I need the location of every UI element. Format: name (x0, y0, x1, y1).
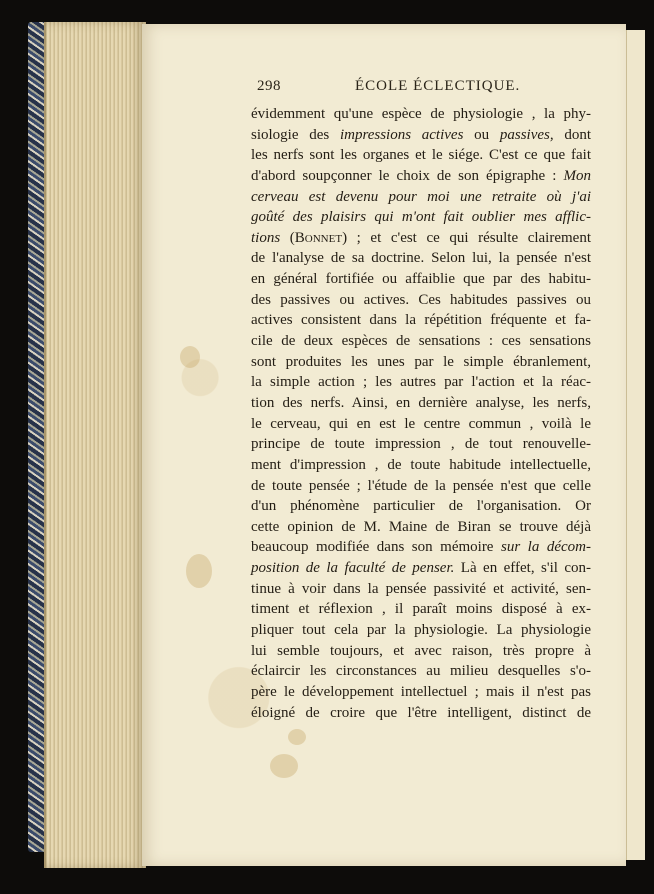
text-segment: d'un phénomène particulier de l'organisation. Or (251, 498, 591, 515)
text-line (251, 558, 591, 579)
text-line (251, 372, 591, 393)
text-segment: lui semble toujours, et avec raison, très propre à (251, 642, 591, 659)
text-segment: père le développement intellectuel ; mais il n'est pas (251, 683, 591, 700)
text-line (251, 703, 591, 724)
text-segment: pliquer tout cela par la physiologie. La physiologie (251, 622, 591, 639)
text-segment: beaucoup modifiée dans son mémoire (251, 539, 501, 556)
text-line (251, 248, 591, 269)
text-line (251, 661, 591, 682)
text-line (251, 682, 591, 703)
text-line (251, 599, 591, 620)
body-text (251, 104, 591, 723)
text-line (251, 579, 591, 600)
text-segment: ment d'impression , de toute habitude intellectuelle, (251, 456, 591, 473)
foxing-stain (180, 346, 200, 368)
text-segment: timent et réflexion , il paraît moins disposé à ex- (251, 601, 591, 618)
text-segment: sur la décom- (500, 539, 591, 556)
text-segment: ( (280, 229, 295, 246)
text-segment: impressions actives (339, 126, 464, 143)
text-segment: de l'analyse de sa doctrine. Selon lui, la pensée n'est (251, 250, 591, 267)
text-line (251, 125, 591, 146)
text-segment: siologie des (251, 126, 340, 143)
text-segment: ) ; et c'est ce qui résulte clairement (342, 229, 591, 246)
text-line (251, 620, 591, 641)
text-segment: actives consistent dans la répétition fréquente et fa- (251, 312, 591, 329)
text-line (251, 207, 591, 228)
text-line (251, 455, 591, 476)
text-line (251, 145, 591, 166)
page-block-edges (44, 22, 146, 868)
text-segment: cerveau est devenu pour moi une retraite où j'ai (251, 188, 591, 205)
text-segment: Bonnet (294, 229, 343, 246)
text-segment: passives, (499, 126, 554, 143)
text-segment: ou (463, 126, 500, 143)
foxing-stain (288, 729, 306, 745)
text-segment: de toute pensée ; l'étude de la pensée n'est que celle (251, 477, 591, 494)
text-segment: des passives ou actives. Ces habitudes passives ou (251, 291, 591, 308)
text-segment: tinue à voir dans la pensée passivité et activité, sen- (251, 580, 591, 597)
text-line (251, 310, 591, 331)
text-segment: goûté des plaisirs qui m'ont fait oublier mes afflic- (251, 209, 591, 226)
text-line (251, 641, 591, 662)
text-line (251, 104, 591, 125)
text-segment: éloigné de croire que l'être intelligent, distinct de (251, 704, 591, 721)
text-segment: en général fortifiée ou affaiblie que par des habitu- (251, 271, 591, 288)
text-segment: éclaircir les circonstances au milieu desquelles s'o- (251, 663, 591, 680)
text-line (251, 393, 591, 414)
foxing-stain (186, 554, 212, 588)
text-line (251, 228, 591, 249)
text-line (251, 517, 591, 538)
text-line (251, 269, 591, 290)
text-line (251, 187, 591, 208)
text-segment: position de la faculté de penser. (251, 560, 455, 577)
text-segment: sont produites les unes par le simple ébranlement, (251, 353, 591, 370)
text-line (251, 496, 591, 517)
text-segment: cile de deux espèces de sensations : ces sensations (251, 333, 591, 350)
foxing-stain (270, 754, 298, 778)
text-line (251, 434, 591, 455)
page-number: 298 (257, 78, 281, 94)
text-segment: d'abord soupçonner le choix de son épigraphe : (251, 167, 564, 184)
text-line (251, 290, 591, 311)
text-segment: Mon (563, 167, 591, 184)
text-line (251, 476, 591, 497)
text-line (251, 537, 591, 558)
text-segment: principe de toute impression , de tout renouvelle- (251, 436, 591, 453)
text-line (251, 352, 591, 373)
text-segment: cette opinion de M. Maine de Biran se trouve déjà (251, 518, 591, 535)
text-segment: tion des nerfs. Ainsi, en dernière analyse, les nerfs, (251, 394, 591, 411)
running-title: ÉCOLE ÉCLECTIQUE. (355, 78, 521, 94)
text-segment: Là en effet, s'il con- (454, 560, 591, 577)
text-segment: dont (553, 126, 591, 143)
text-segment: la simple action ; les autres par l'action et la réac- (251, 374, 591, 391)
text-line (251, 414, 591, 435)
text-segment: tions (251, 229, 281, 246)
running-header (257, 78, 591, 98)
text-segment: les nerfs sont les organes et le siége. C'est ce que fait (251, 147, 591, 164)
text-line (251, 331, 591, 352)
text-line (251, 166, 591, 187)
text-segment: le cerveau, qui en est le centre commun , voilà le (251, 415, 591, 432)
facing-page-edge (626, 30, 645, 860)
text-segment: évidemment qu'une espèce de physiologie , la phy- (251, 106, 591, 122)
